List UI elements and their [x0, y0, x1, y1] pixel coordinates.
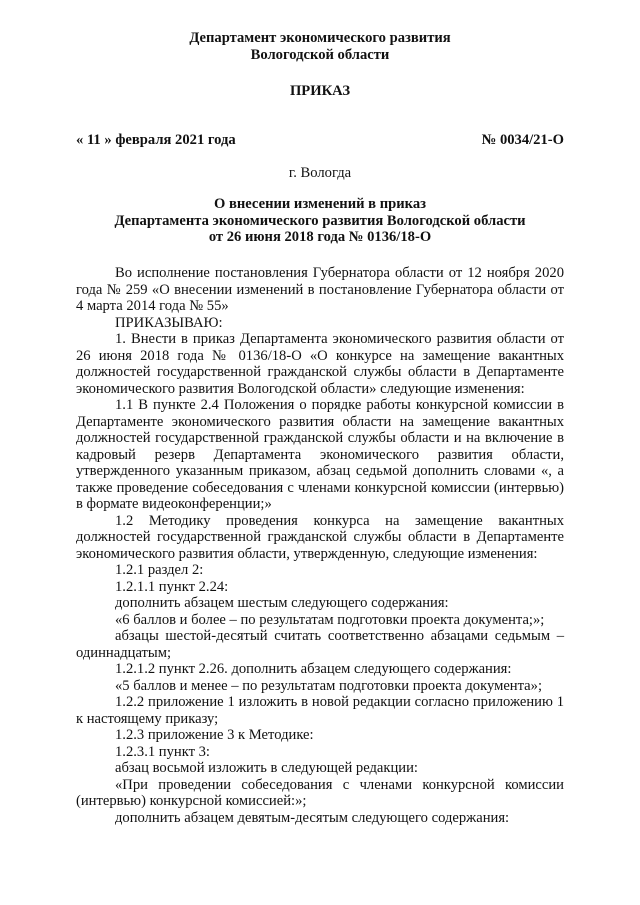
paragraph: 1. Внести в приказ Департамента экономического развития области от 26 июня 2018 года № 0136/18-О «О конкурсе на замещение вакантных должностей государственной гражданской службы области в Департаменте экономического развития Вологодской области» следующие изменения: [76, 331, 564, 397]
paragraph: 1.2 Методику проведения конкурса на замещение вакантных должностей государственной гражданской службы области в Департаменте экономического развития области, утвержденную, следующие изменения: [76, 512, 564, 562]
order-meta [76, 132, 564, 149]
paragraph: 1.2.1 раздел 2: [115, 562, 204, 578]
subject-line3: от 26 июня 2018 года № 0136/18-О [208, 229, 432, 245]
document-body [76, 265, 564, 826]
paragraph: 1.2.3.1 пункт 3: [115, 743, 210, 760]
paragraph: Во исполнение постановления Губернатора области от 12 ноября 2020 года № 259 «О внесении изменений в постановление Губернатора области от 4 марта 2014 года № 55» [76, 265, 564, 314]
subject-line2: Департамента экономического развития Вологодской области [114, 212, 526, 229]
paragraph: дополнить абзацем девятым-десятым следующего содержания: [115, 809, 510, 826]
paragraph: 1.2.1.1 пункт 2.24: [115, 578, 229, 595]
paragraph: ПРИКАЗЫВАЮ: [115, 314, 223, 331]
order-number: № 0034/21-О [481, 132, 564, 148]
paragraph: 1.2.2 приложение 1 изложить в новой редакции согласно приложению 1 к настоящему приказу; [76, 694, 564, 727]
paragraph: дополнить абзацем шестым следующего содержания: [115, 595, 449, 611]
paragraph: абзац восьмой изложить в следующей редакции: [115, 760, 418, 776]
org-name-line2: Вологодской области [250, 46, 390, 63]
paragraph: абзацы шестой-десятый считать соответственно абзацами седьмым – одиннадцатым; [76, 628, 564, 661]
subject-line1: О внесении изменений в приказ [213, 196, 426, 212]
document-type: ПРИКАЗ [289, 83, 351, 99]
order-date: « 11 » февраля 2021 года [76, 132, 236, 148]
paragraph: «6 баллов и более – по результатам подготовки проекта документа;»; [115, 611, 545, 628]
paragraph: 1.1 В пункте 2.4 Положения о порядке работы конкурсной комиссии в Департаменте экономического развития области на замещение вакантных должностей государственной гражданской службы области и на включение в кадровый резерв Департамента экономического развития области, утвержденного указанным приказом, абзац седьмой дополнить словами «, а также проведение собеседования с членами конкурсной комиссии (интервью) в формате видеоконференции;» [76, 397, 564, 512]
paragraph: «При проведении собеседования с членами конкурсной комиссии (интервью) конкурсной комиссией:»; [76, 776, 564, 809]
order-city: г. Вологда [288, 165, 352, 181]
paragraph: 1.2.3 приложение 3 к Методике: [115, 727, 314, 743]
paragraph: «5 баллов и менее – по результатам подготовки проекта документа»; [115, 677, 542, 694]
paragraph: 1.2.1.2 пункт 2.26. дополнить абзацем следующего содержания: [115, 661, 512, 677]
org-name-line1: Департамент экономического развития [189, 30, 451, 46]
document-header [0, 30, 640, 63]
order-subject [0, 196, 640, 246]
